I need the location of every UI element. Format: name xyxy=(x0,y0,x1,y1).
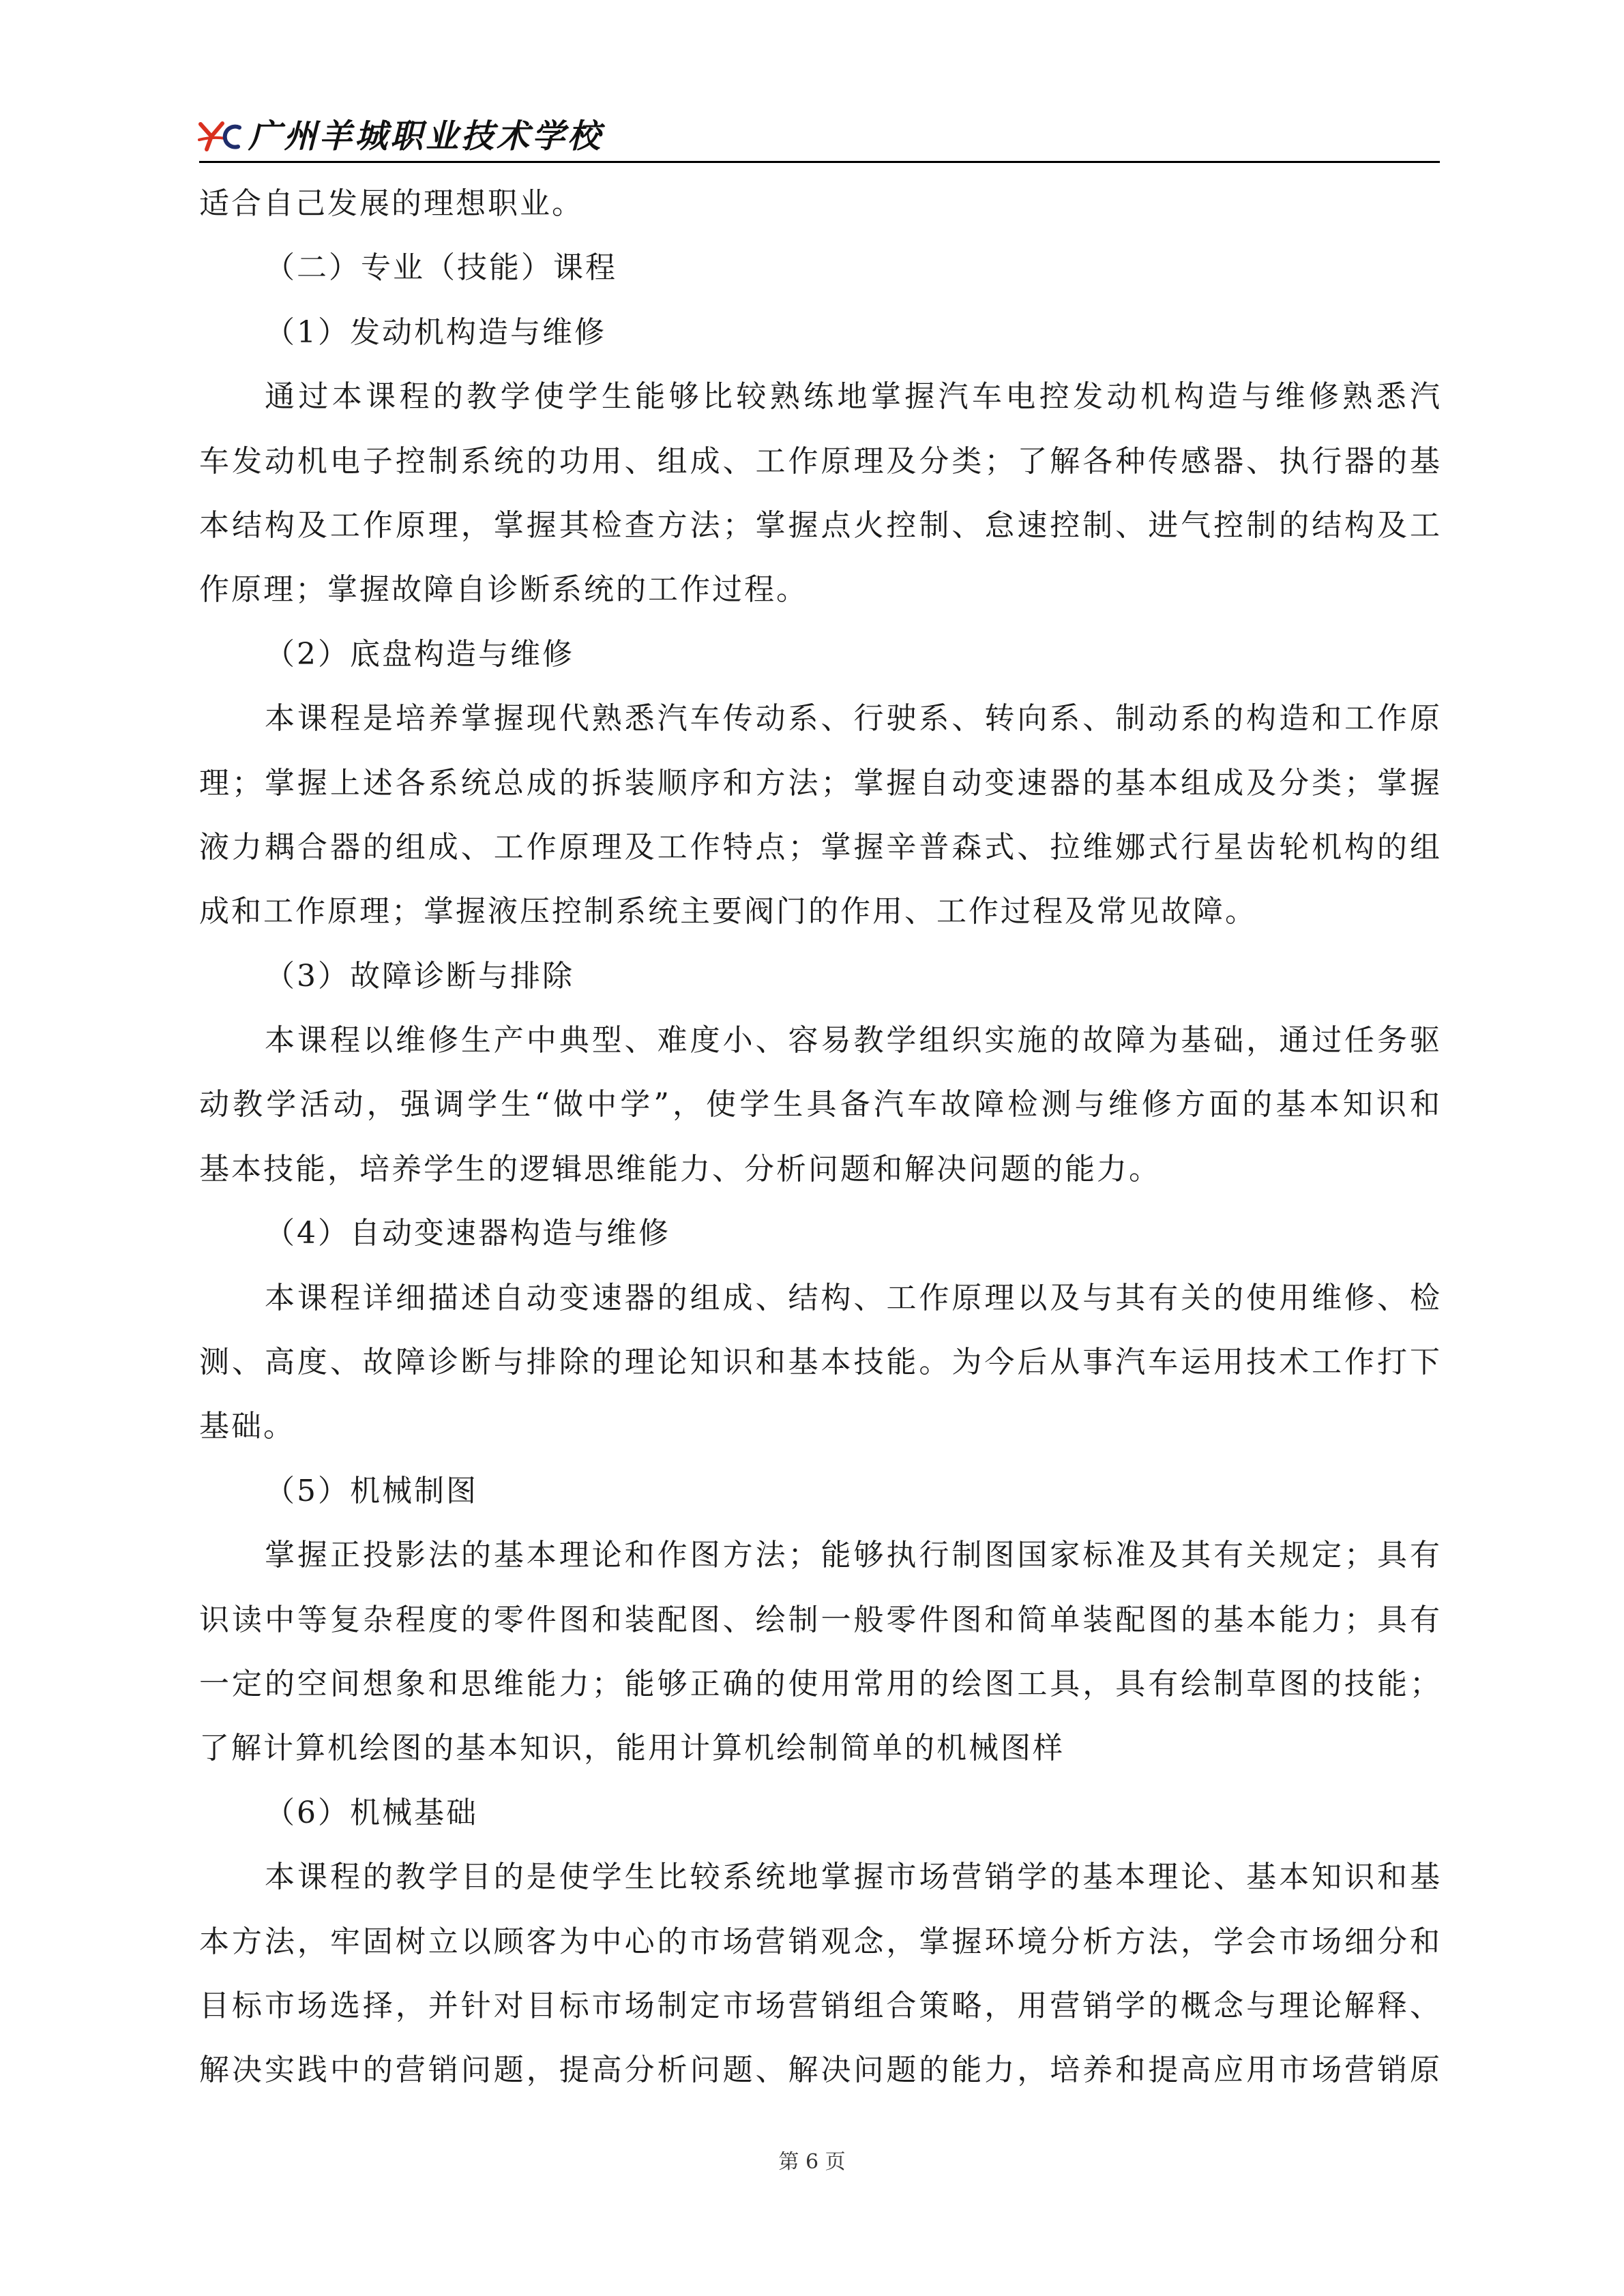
course-description-line: 液力耦合器的组成、工作原理及工作特点；掌握辛普森式、拉维娜式行星齿轮机构的组 xyxy=(199,829,1440,865)
course-description-line: 测、高度、故障诊断与排除的理论知识和基本技能。为今后从事汽车运用技术工作打下 xyxy=(199,1345,1440,1380)
course-description-line: 本课程详细描述自动变速器的组成、结构、工作原理以及与其有关的使用维修、检 xyxy=(265,1280,1440,1315)
course-description-line: 掌握正投影法的基本理论和作图方法；能够执行制图国家标准及其有关规定；具有 xyxy=(265,1538,1440,1573)
course-title: （4）自动变速器构造与维修 xyxy=(265,1216,670,1251)
course-description-line: 理；掌握上述各系统总成的拆装顺序和方法；掌握自动变速器的基本组成及分类；掌握 xyxy=(199,765,1440,801)
course-description-line: 目标市场选择，并针对目标市场制定市场营销组合策略，用营销学的概念与理论解释、 xyxy=(199,1988,1440,2023)
course-title: （1）发动机构造与维修 xyxy=(265,314,606,350)
course-description-line: 本课程以维修生产中典型、难度小、容易教学组织实施的故障为基础，通过任务驱 xyxy=(265,1023,1440,1058)
course-description-line: 一定的空间想象和思维能力；能够正确的使用常用的绘图工具，具有绘制草图的技能； xyxy=(199,1666,1440,1701)
school-name: 广州羊城职业技术学校 xyxy=(248,117,604,155)
page-number: 第 6 页 xyxy=(778,2150,846,2174)
course-title: （5）机械制图 xyxy=(265,1473,478,1508)
course-description-line: 通过本课程的教学使学生能够比较熟练地掌握汽车电控发动机构造与维修熟悉汽 xyxy=(265,379,1440,415)
course-drafting xyxy=(199,1459,1440,1781)
course-description-line: 识读中等复杂程度的零件图和装配图、绘制一般零件图和简单装配图的基本能力；具有 xyxy=(199,1602,1440,1637)
course-title: （3）故障诊断与排除 xyxy=(265,958,574,994)
page-body xyxy=(199,172,1440,2103)
header-divider xyxy=(199,161,1440,163)
course-description-line: 解决实践中的营销问题，提高分析问题、解决问题的能力，培养和提高应用市场营销原 xyxy=(199,2053,1440,2088)
course-description-line: 成和工作原理；掌握液压控制系统主要阀门的作用、工作过程及常见故障。 xyxy=(199,894,1257,929)
section-heading: （二）专业（技能）课程 xyxy=(265,250,617,286)
course-description-line: 了解计算机绘图的基本知识，能用计算机绘制简单的机械图样 xyxy=(199,1731,1065,1766)
course-description-line: 基础。 xyxy=(199,1409,295,1444)
course-title: （6）机械基础 xyxy=(265,1795,478,1830)
course-transmission xyxy=(199,1202,1440,1459)
course-description-line: 本结构及工作原理，掌握其检查方法；掌握点火控制、怠速控制、进气控制的结构及工 xyxy=(199,507,1440,543)
course-description-line: 本课程是培养掌握现代熟悉汽车传动系、行驶系、转向系、制动系的构造和工作原 xyxy=(265,701,1440,736)
course-description-line: 动教学活动，强调学生“做中学”，使学生具备汽车故障检测与维修方面的基本知识和 xyxy=(199,1087,1440,1122)
course-mechanics xyxy=(199,1781,1440,2103)
page-header xyxy=(198,115,1441,160)
school-logo xyxy=(198,120,241,153)
course-description-line: 基本技能，培养学生的逻辑思维能力、分析问题和解决问题的能力。 xyxy=(199,1151,1161,1187)
continuation-line: 适合自己发展的理想职业。 xyxy=(199,186,584,221)
course-title: （2）底盘构造与维修 xyxy=(265,636,574,672)
course-chassis xyxy=(199,623,1440,944)
course-engine xyxy=(199,301,1440,623)
course-diagnosis xyxy=(199,944,1440,1202)
course-description-line: 本方法，牢固树立以顾客为中心的市场营销观念，掌握环境分析方法，学会市场细分和 xyxy=(199,1924,1440,1959)
course-description-line: 车发动机电子控制系统的功用、组成、工作原理及分类；了解各种传感器、执行器的基 xyxy=(199,443,1440,479)
course-description-line: 作原理；掌握故障自诊断系统的工作过程。 xyxy=(199,572,808,608)
course-description-line: 本课程的教学目的是使学生比较系统地掌握市场营销学的基本理论、基本知识和基 xyxy=(265,1860,1440,1895)
